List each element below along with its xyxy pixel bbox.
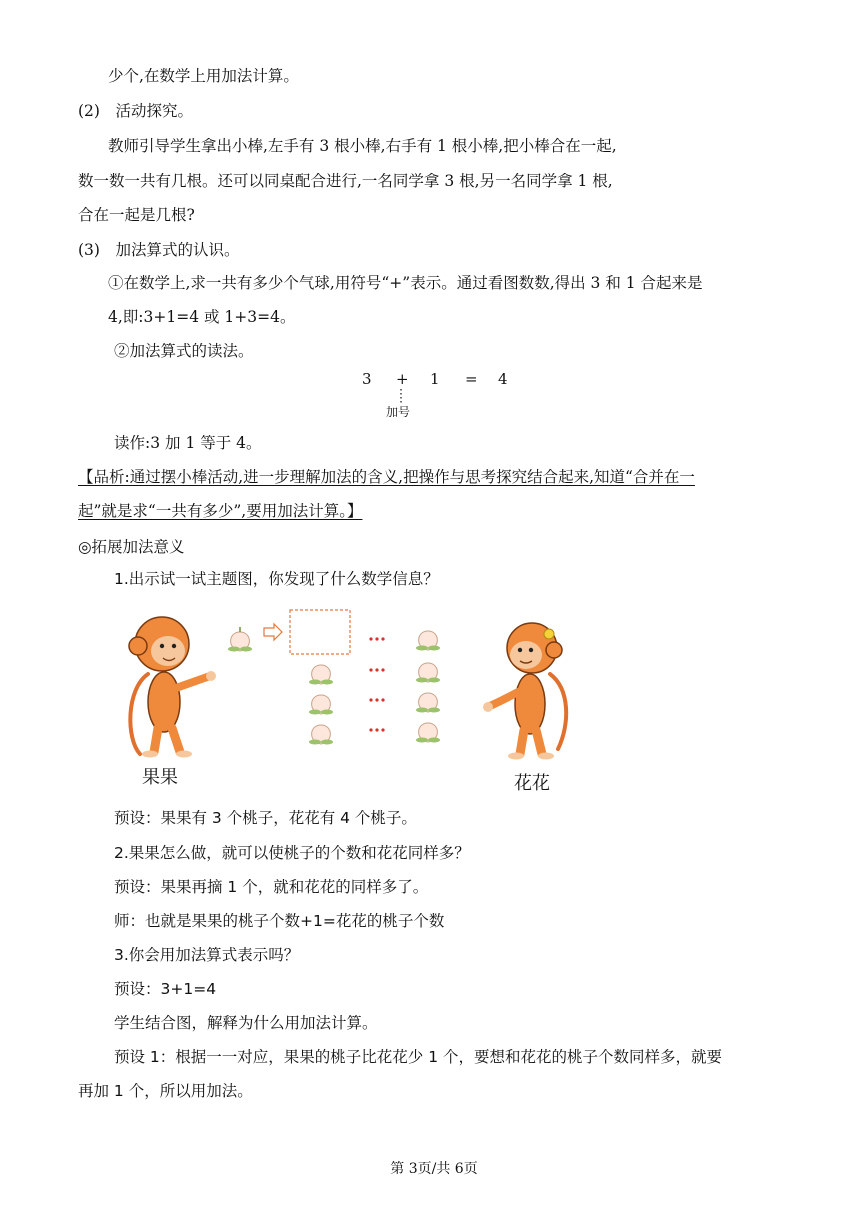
peach-icon: [416, 693, 440, 713]
text-line: 师：也就是果果的桃子个数+1=花花的桃子个数: [114, 912, 445, 930]
monkey-guoguo: [129, 617, 216, 758]
caption-guoguo: 果果: [142, 767, 178, 788]
peach-icon: [416, 723, 440, 743]
question-line: 2.果果怎么做，就可以使桃子的个数和花花同样多？: [114, 844, 470, 862]
plus-sign: +: [396, 370, 409, 388]
plus-sign-label: 加号: [386, 405, 411, 419]
text-line: 少个,在数学上用加法计算。: [108, 67, 299, 85]
peach-icon: [228, 627, 252, 652]
text-line: 合在一起是几根?: [78, 206, 195, 224]
text-line: 预设：3+1=4: [114, 980, 217, 998]
text-line: 预设 1：根据一一对应，果果的桃子比花花少 1 个，要想和花花的桃子个数同样多，就要: [114, 1048, 723, 1066]
empty-peach-box: [290, 610, 350, 654]
caption-huahua: 花花: [514, 773, 550, 794]
equals-sign: =: [465, 370, 478, 388]
question-line: 3.你会用加法算式表示吗？: [114, 946, 300, 964]
text-line: 4,即:3+1=4 或 1+3=4。: [108, 308, 296, 326]
section-heading: ◎拓展加法意义: [78, 538, 185, 556]
question-line: 1.出示试一试主题图，你发现了什么数学信息？: [114, 570, 439, 588]
page-footer: 第 3页/共 6页: [390, 1161, 478, 1177]
section-heading: (2) 活动探究。: [78, 102, 193, 120]
analysis-line: 【品析:通过摆小棒活动,进一步理解加法的含义,把操作与思考探究结合起来,知道“合并在一: [78, 468, 695, 486]
section-heading: (3) 加法算式的认识。: [78, 241, 240, 259]
figure-illustration: [118, 604, 588, 799]
text-line: ①在数学上,求一共有多少个气球,用符号“+”表示。通过看图数数,得出 3 和 1 合起来是: [108, 274, 703, 292]
text-line: 预设：果果有 3 个桃子，花花有 4 个桃子。: [114, 809, 417, 827]
text-line: 读作:3 加 1 等于 4。: [114, 434, 262, 452]
correspondence-dots: [369, 637, 384, 731]
peach-icon: [309, 665, 333, 685]
addend-1: 3: [362, 370, 372, 388]
text-line: 教师引导学生拿出小棒,左手有 3 根小棒,右手有 1 根小棒,把小棒合在一起,: [108, 137, 617, 155]
analysis-line: 起”就是求“一共有多少”,要用加法计算。】: [78, 502, 363, 520]
peach-icon: [309, 695, 333, 715]
monkey-huahua: [483, 623, 566, 760]
addend-2: 1: [430, 370, 440, 388]
peach-icon: [416, 663, 440, 683]
text-line: 数一数一共有几根。还可以同桌配合进行,一名同学拿 3 根,另一名同学拿 1 根,: [78, 172, 613, 190]
peach-icon: [416, 631, 440, 651]
text-line: 再加 1 个，所以用加法。: [78, 1082, 253, 1100]
theme-figure: [118, 604, 588, 799]
addition-formula: [350, 370, 520, 420]
sum: 4: [498, 370, 508, 388]
text-line: 学生结合图，解释为什么用加法计算。: [114, 1014, 378, 1032]
text-line: ②加法算式的读法。: [114, 342, 254, 360]
text-line: 预设：果果再摘 1 个，就和花花的同样多了。: [114, 878, 429, 896]
dotted-pointer: [396, 388, 406, 404]
arrow-right-icon: [264, 624, 282, 640]
peach-icon: [309, 725, 333, 745]
